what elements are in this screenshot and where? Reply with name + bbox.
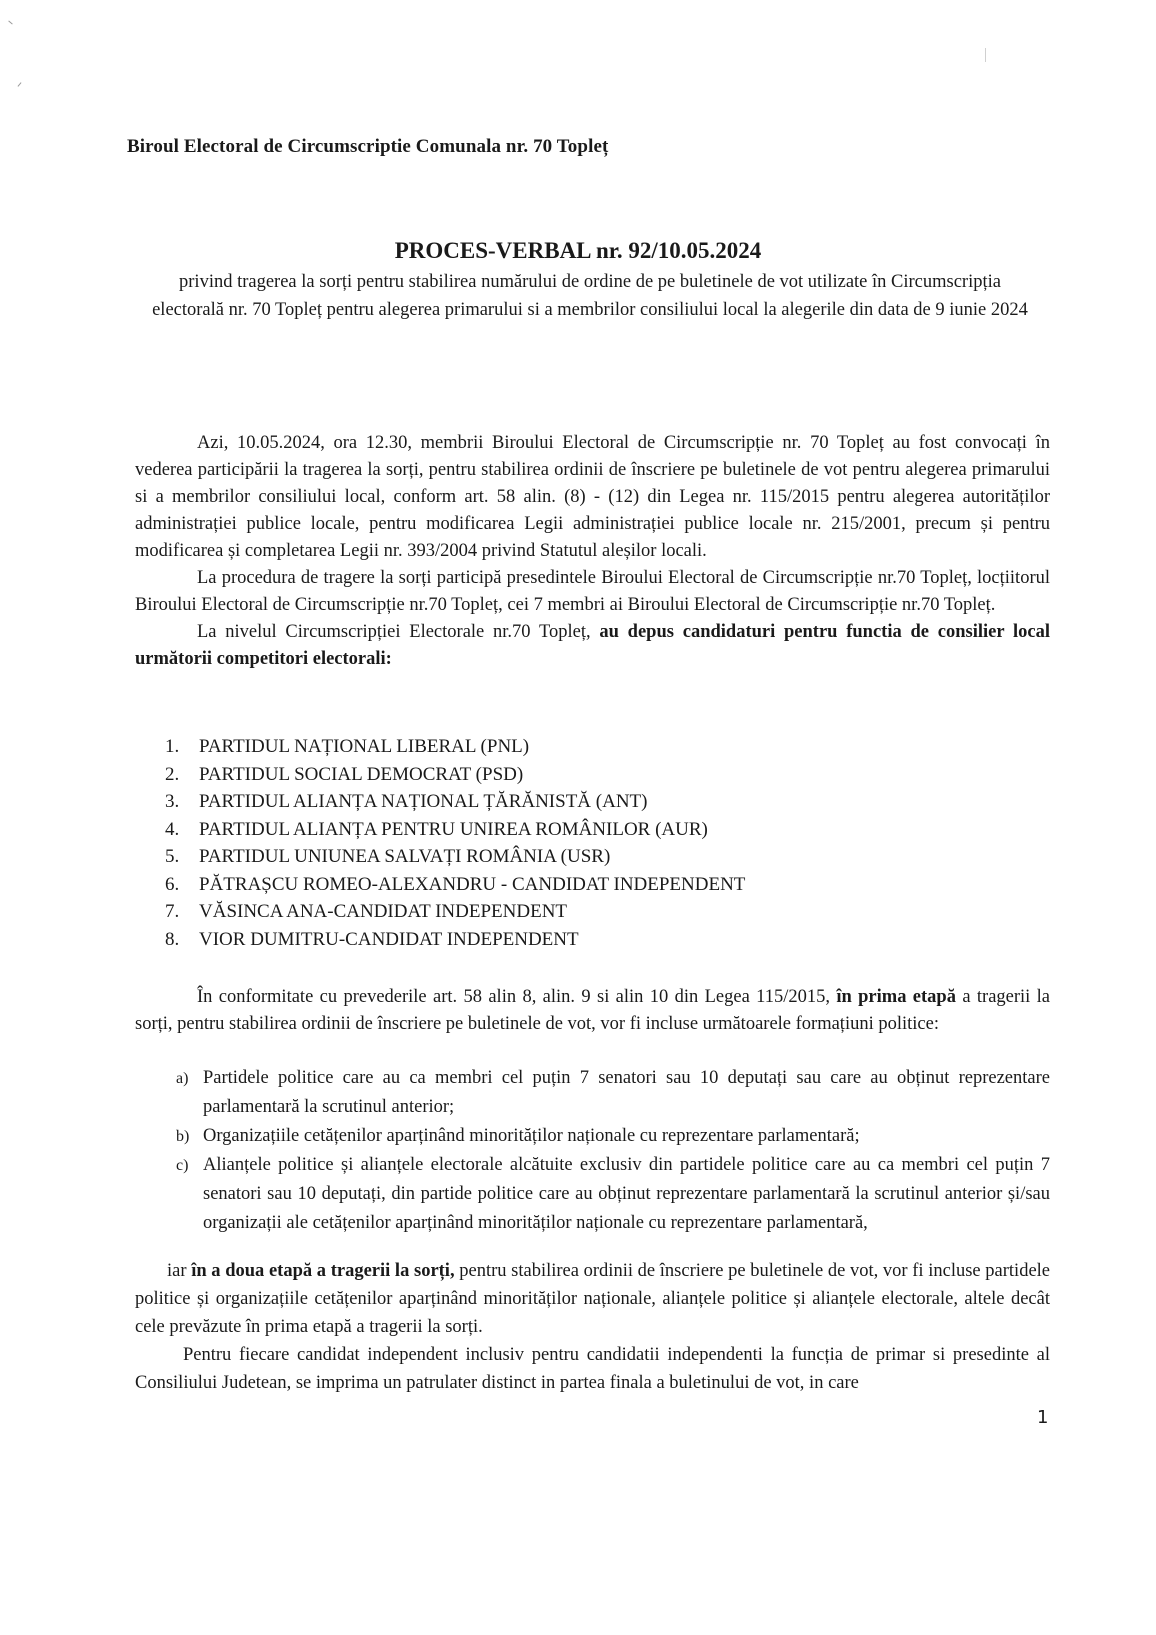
list-item-number: 6. <box>165 873 180 895</box>
list-item-name: PĂTRAȘCU ROMEO-ALEXANDRU - CANDIDAT INDEPENDENT <box>199 873 746 895</box>
paragraph-first-stage-text: În conformitate cu prevederile art. 58 alin 8, alin. 9 si alin 10 din Legea 115/2015, <box>197 987 837 1007</box>
list-item-text: Partidele politice care au ca membri cel puțin 7 senatori sau 10 deputați sau care au obținut reprezentare parlamentară la scrutinul anterior; <box>203 1068 1050 1117</box>
list-item <box>165 898 745 926</box>
paragraph-second-stage <box>135 1257 1050 1341</box>
list-item <box>176 1122 1050 1151</box>
paragraph-candidacies-bold: au depus candidaturi pentru functia de consilier local următorii competitori electorali: <box>135 622 1050 669</box>
list-item-number: 5. <box>165 846 180 867</box>
paragraph-participants: La procedura de tragere la sorți participă presedintele Biroului Electoral de Circumscripție nr.70 Topleț, locțiitorul Biroului Electoral de Circumscripție nr.70 Topleț, cei 7 membri ai Biroului Electoral de Circumscripție nr.70 Topleț. <box>135 568 1050 615</box>
intro-section <box>135 430 1050 673</box>
list-item <box>165 733 745 761</box>
paragraph-independent-candidates: Pentru fiecare candidat independent inclusiv pentru candidatii independenti la funcția de primar si presedinte al Consiliului Judetean, se imprima un patrulater distinct in partea finala a buletinului de vot, in care <box>135 1345 1050 1393</box>
list-item-letter: a) <box>176 1070 189 1087</box>
list-item-name: PARTIDUL SOCIAL DEMOCRAT (PSD) <box>199 763 524 785</box>
list-item <box>165 843 745 871</box>
list-item-name: PARTIDUL ALIANȚA PENTRU UNIREA ROMÂNILOR (AUR) <box>199 818 708 840</box>
paragraph-candidacies-text: La nivelul Circumscripției Electorale nr.70 Topleț, <box>197 622 600 642</box>
list-item-name: PARTIDUL NAȚIONAL LIBERAL (PNL) <box>199 736 530 757</box>
second-stage-section <box>135 1257 1050 1397</box>
page-number: 1 <box>1037 1407 1049 1428</box>
candidate-list <box>165 733 745 953</box>
list-item-name: VIOR DUMITRU-CANDIDAT INDEPENDENT <box>199 928 579 950</box>
list-item <box>165 788 745 816</box>
list-item-number: 3. <box>165 791 180 812</box>
list-item-number: 2. <box>165 763 180 785</box>
document-subtitle: privind tragerea la sorți pentru stabilirea numărului de ordine de pe buletinele de vot utilizate în Circumscripția electorală nr. 70 Topleț pentru alegerea primarului si a membrilor consiliului local la alegerile din data de 9 iunie 2024 <box>152 272 1028 320</box>
list-item-number: 1. <box>165 736 180 757</box>
paragraph-candidacies <box>135 619 1050 673</box>
list-item-letter: b) <box>176 1128 190 1145</box>
document-header: Biroul Electoral de Circumscriptie Comunala nr. 70 Topleț <box>127 136 609 157</box>
list-item-name: VĂSINCA ANA-CANDIDAT INDEPENDENT <box>199 901 568 922</box>
paragraph-first-stage-bold: în prima etapă <box>836 987 956 1007</box>
paragraph-first-stage-end: a tragerii la sorți, pentru stabilirea ordinii de înscriere pe buletinele de vot, vor fi incluse următoarele formațiuni politice: <box>135 987 1051 1034</box>
first-stage-section <box>135 984 1050 1038</box>
list-item <box>165 871 745 899</box>
conditions-list <box>176 1064 1050 1238</box>
list-item-number: 8. <box>165 928 180 950</box>
document-title: PROCES-VERBAL nr. 92/10.05.2024 <box>394 238 762 263</box>
list-item <box>165 926 745 954</box>
list-item-number: 4. <box>165 818 180 840</box>
list-item-number: 7. <box>165 901 180 922</box>
scan-speck <box>18 82 22 86</box>
list-item <box>176 1151 1050 1238</box>
scan-speck <box>8 21 12 25</box>
list-item <box>165 761 745 789</box>
paragraph-second-stage-end: pentru stabilirea ordinii de înscriere pe buletinele de vot, vor fi incluse partidele politice și organizațiile cetățenilor aparținând minorităților naționale, alianțele politice și alianțele electorale, altele decât cele prevăzute în prima etapă a tragerii la sorți. <box>135 1261 1051 1337</box>
list-item-name: PARTIDUL UNIUNEA SALVAȚI ROMÂNIA (USR) <box>199 846 611 867</box>
paragraph-first-stage <box>135 984 1050 1038</box>
list-item-letter: c) <box>176 1157 189 1174</box>
scan-speck <box>985 48 986 62</box>
paragraph-convocation: Azi, 10.05.2024, ora 12.30, membrii Biroului Electoral de Circumscripție nr. 70 Topleț au fost convocați în vederea participării la tragerea la sorți, pentru stabilirea ordinii de înscriere pe buletinele de vot pentru alegerea primarului si a membrilor consiliului local, conform art. 58 alin. (8) - (12) din Legea nr. 115/2015 pentru alegerea autorităților administrației publice locale, pentru modificarea Legii administrației publice locale nr. 215/2001, precum și pentru modificarea și completarea Legii nr. 393/2004 privind Statutul aleșilor locali. <box>135 433 1050 561</box>
list-item-text: Alianțele politice și alianțele electorale alcătuite exclusiv din partidele politice care au ca membri cel puțin 7 senatori sau 10 deputați, din partide politice care au obținut reprezentare parlamentară la scrutinul anterior și/sau organizații ale cetățenilor aparținând minorităților naționale cu reprezentare parlamentară, <box>203 1155 1050 1233</box>
paragraph-second-stage-bold: în a doua etapă a tragerii la sorți, <box>191 1261 455 1281</box>
paragraph-second-stage-text: iar <box>167 1261 192 1281</box>
list-item-text: Organizațiile cetățenilor aparținând minorităților naționale cu reprezentare parlamentară; <box>203 1126 860 1146</box>
list-item <box>176 1064 1050 1122</box>
list-item <box>165 816 745 844</box>
list-item-name: PARTIDUL ALIANȚA NAȚIONAL ȚĂRĂNISTĂ (ANT) <box>199 791 648 812</box>
